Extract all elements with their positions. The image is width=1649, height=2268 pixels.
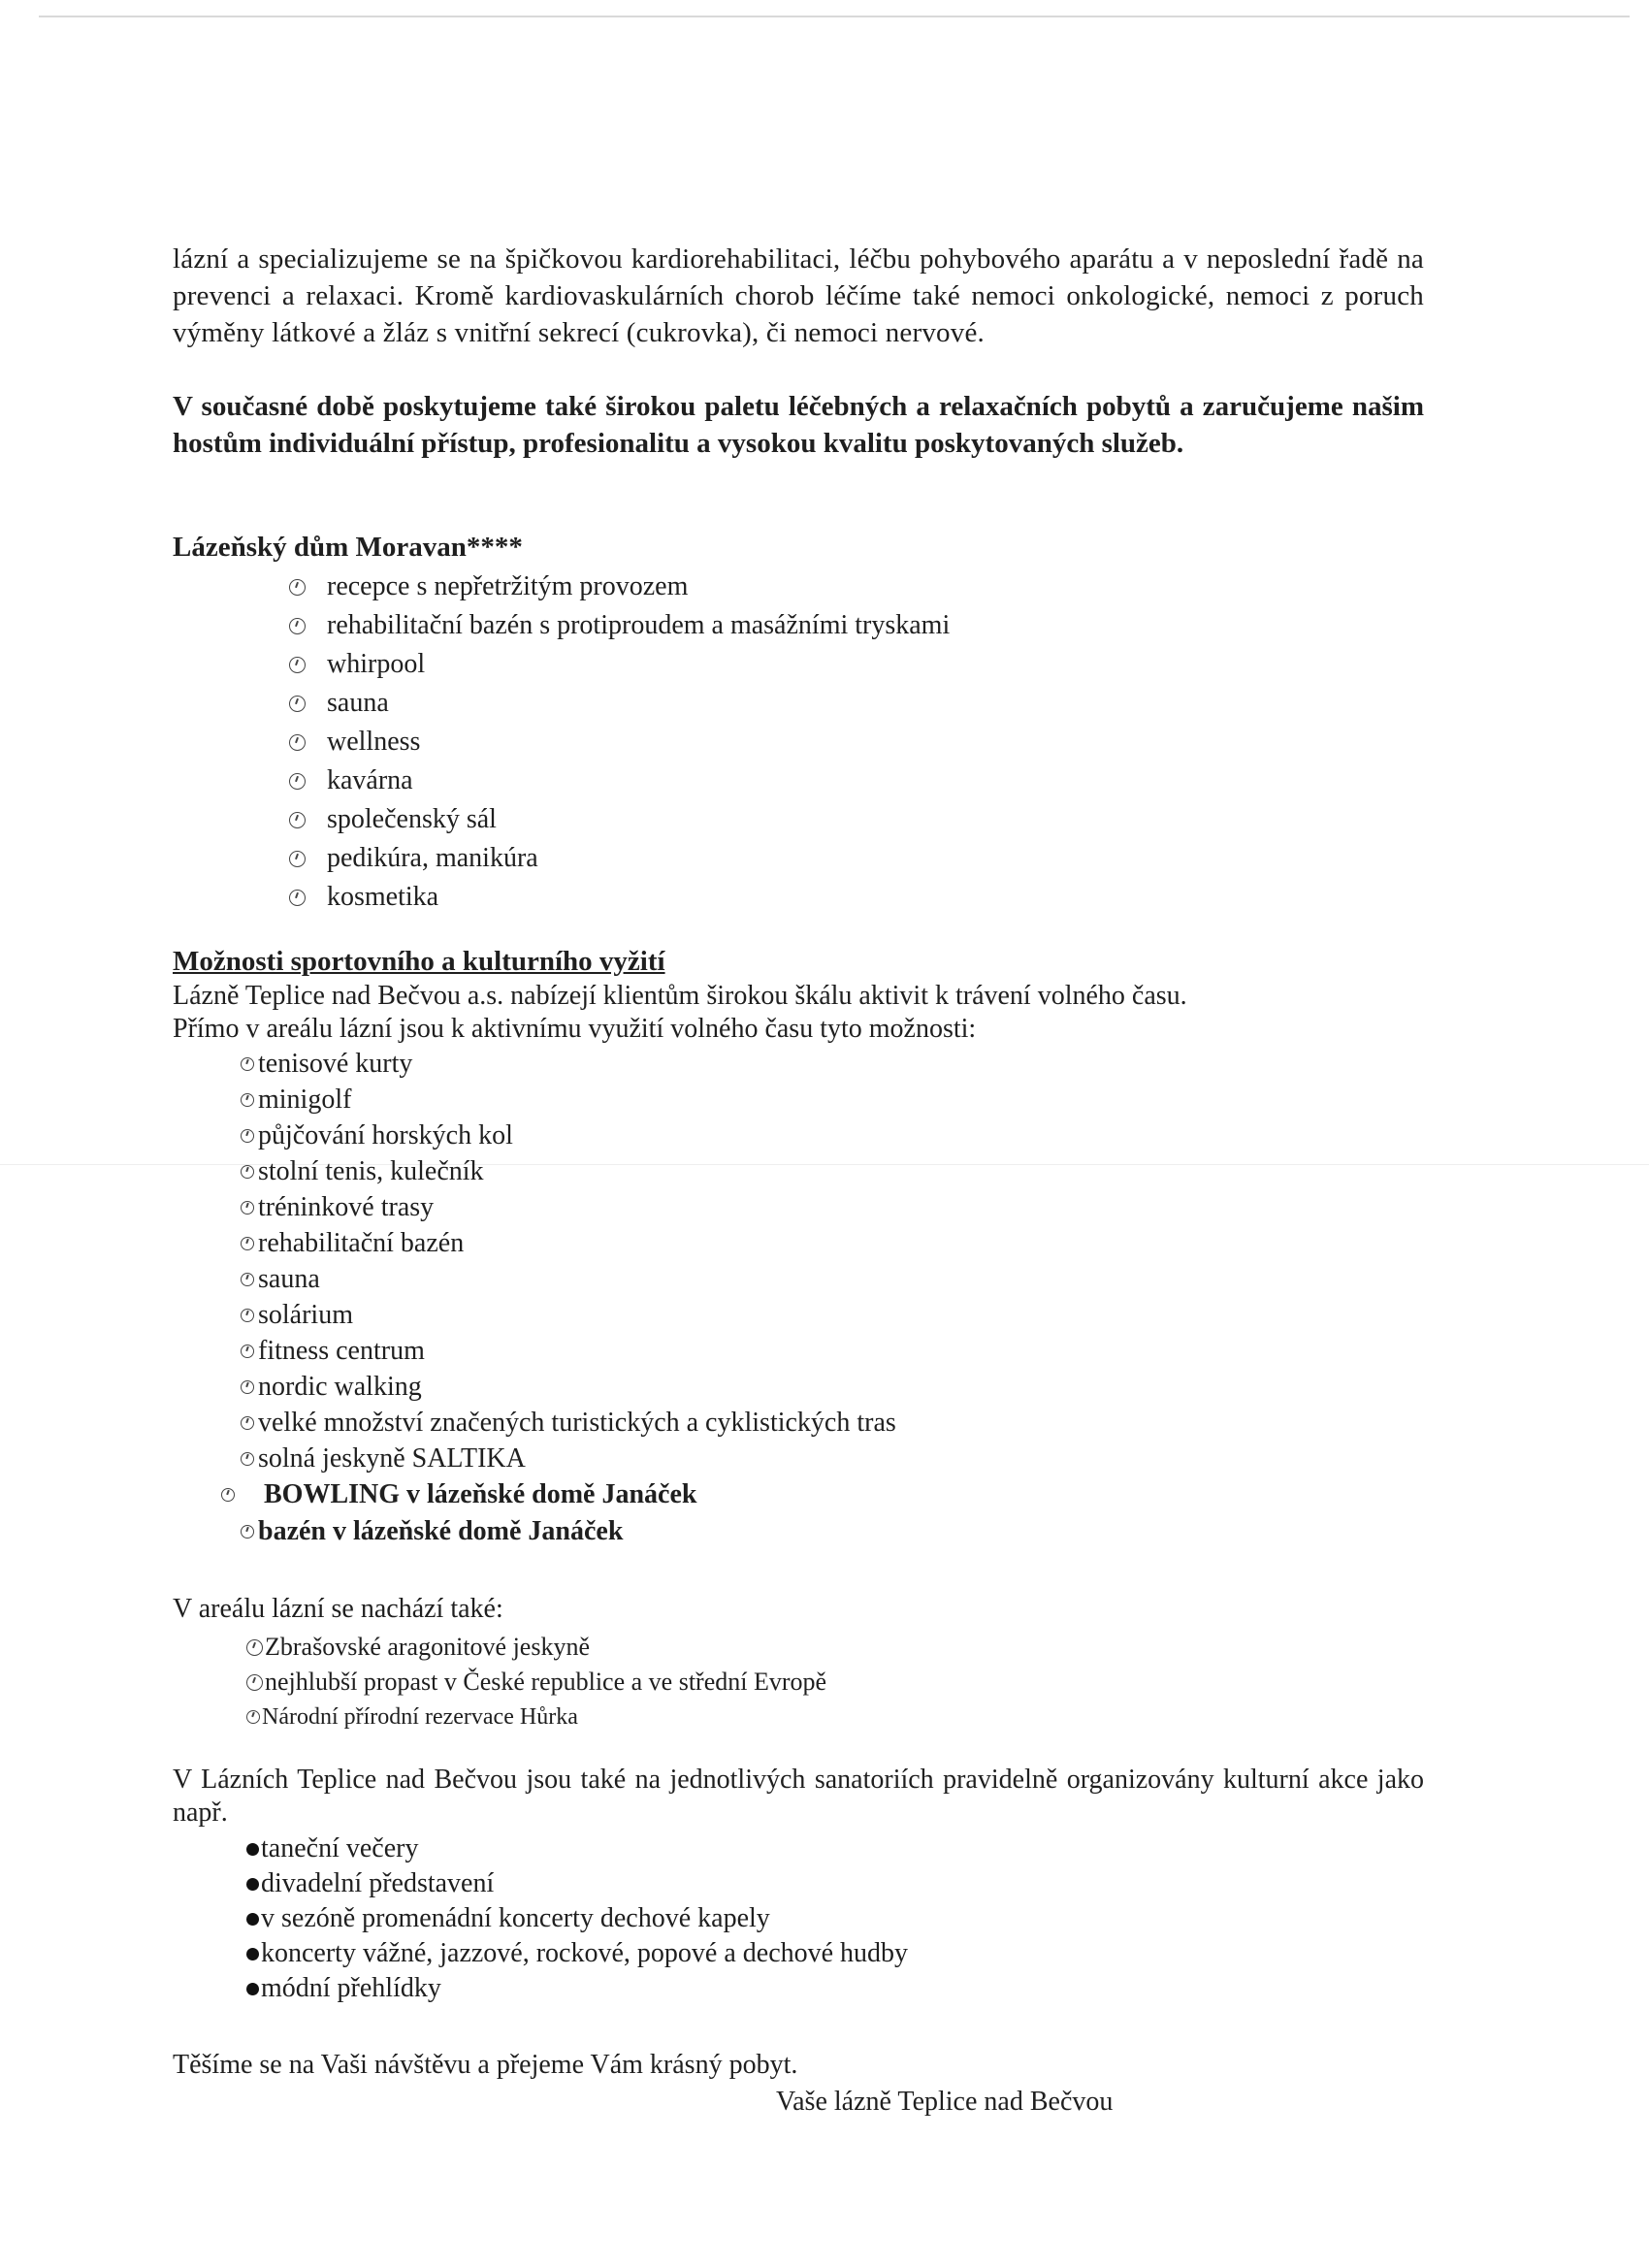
clock-icon: [241, 1452, 254, 1466]
culture-section: [173, 1764, 1424, 2006]
list-item: divadelní představení: [246, 1866, 1424, 1901]
bullet-icon: [246, 1983, 259, 1995]
sport-intro-line: Lázně Teplice nad Bečvou a.s. nabízejí klientům širokou škálu aktivit k trávení volného času.: [173, 981, 1187, 1011]
clock-icon: [241, 1525, 254, 1539]
list-item: whirpool: [289, 645, 950, 684]
list-item: půjčování horských kol: [241, 1118, 1187, 1153]
list-item: bazén v lázeňské domě Janáček: [241, 1513, 1187, 1550]
scan-edge-line: [39, 16, 1630, 17]
clock-icon: [241, 1345, 254, 1358]
list-item: nejhlubší propast v České republice a ve střední Evropě: [246, 1665, 826, 1700]
culture-list: [246, 1831, 1424, 2006]
list-item: sauna: [289, 684, 950, 723]
signature-line: Vaše lázně Teplice nad Bečvou: [776, 2087, 1114, 2117]
sport-intro-line: Přímo v areálu lázní jsou k aktivnímu využití volného času tyto možnosti:: [173, 1014, 977, 1044]
moravan-list: [289, 567, 950, 917]
areal-intro: V areálu lázní se nachází také:: [173, 1594, 503, 1624]
clock-icon: [241, 1057, 254, 1071]
list-item: Národní přírodní rezervace Hůrka: [246, 1700, 826, 1734]
bullet-icon: [246, 1878, 259, 1891]
clock-icon: [246, 1710, 260, 1724]
clock-icon: [241, 1309, 254, 1322]
intro-paragraph: lázní a specializujeme se na špičkovou kardiorehabilitaci, léčbu pohybového aparátu a v neposlední řadě na prevenci a relaxaci. Kromě kardiovaskulárních chorob léčíme také nemoci onkologické, nemoci z poruch výměny látkové a žláz s vnitřní sekrecí (cukrovka), či nemoci nervové.: [173, 243, 1424, 348]
sport-section: [173, 943, 1187, 1550]
clock-icon: [246, 1639, 263, 1656]
clock-icon: [241, 1237, 254, 1250]
clock-icon: [241, 1129, 254, 1143]
list-item: módní přehlídky: [246, 1971, 1424, 2006]
sport-bold-list: [173, 1476, 1187, 1550]
list-item: společenský sál: [289, 800, 950, 839]
list-item: koncerty vážné, jazzové, rockové, popové a dechové hudby: [246, 1936, 1424, 1971]
areal-list: [246, 1630, 826, 1734]
sport-heading: Možnosti sportovního a kulturního vyžití: [173, 946, 665, 977]
clock-icon: [289, 657, 306, 673]
list-item: pedikúra, manikúra: [289, 839, 950, 878]
list-item: v sezóně promenádní koncerty dechové kapely: [246, 1901, 1424, 1936]
clock-icon: [241, 1165, 254, 1179]
areal-section: [173, 1591, 826, 1734]
list-item: wellness: [289, 723, 950, 761]
list-item: rehabilitační bazén s protiproudem a masážními tryskami: [289, 606, 950, 645]
bullet-icon: [246, 1913, 259, 1926]
list-item: stolní tenis, kulečník: [241, 1153, 1187, 1189]
clock-icon: [289, 851, 306, 867]
clock-icon: [241, 1416, 254, 1430]
highlight-paragraph: V současné době poskytujeme také širokou paletu léčebných a relaxačních pobytů a zaručujeme našim hostům individuální přístup, profesionalitu a vysokou kvalitu poskytovaných služeb.: [173, 391, 1424, 459]
list-item: taneční večery: [246, 1831, 1424, 1866]
list-item: BOWLING v lázeňské domě Janáček: [221, 1476, 1187, 1513]
clock-icon: [289, 734, 306, 751]
list-item: tréninkové trasy: [241, 1189, 1187, 1225]
list-item: solárium: [241, 1297, 1187, 1333]
list-item: kosmetika: [289, 878, 950, 917]
closing-line: Těšíme se na Vaši návštěvu a přejeme Vám krásný pobyt.: [173, 2050, 798, 2080]
list-item: solná jeskyně SALTIKA: [241, 1441, 1187, 1476]
list-item: velké množství značených turistických a cyklistických tras: [241, 1405, 1187, 1441]
culture-intro: V Lázních Teplice nad Bečvou jsou také na jednotlivých sanatoriích pravidelně organizovány kulturní akce jako např.: [173, 1765, 1424, 1828]
clock-icon: [289, 579, 306, 596]
clock-icon: [289, 618, 306, 634]
bullet-icon: [246, 1948, 259, 1960]
bullet-icon: [246, 1843, 259, 1856]
clock-icon: [221, 1488, 235, 1502]
clock-icon: [241, 1093, 254, 1107]
list-item: nordic walking: [241, 1369, 1187, 1405]
clock-icon: [241, 1201, 254, 1215]
list-item: fitness centrum: [241, 1333, 1187, 1369]
clock-icon: [241, 1273, 254, 1286]
list-item: rehabilitační bazén: [241, 1225, 1187, 1261]
clock-icon: [289, 812, 306, 828]
clock-icon: [289, 773, 306, 790]
clock-icon: [289, 890, 306, 906]
clock-icon: [289, 696, 306, 712]
intro-section: [173, 241, 1424, 462]
clock-icon: [246, 1674, 263, 1691]
closing-section: [173, 2047, 797, 2084]
moravan-heading: Lázeňský dům Moravan****: [173, 532, 523, 563]
signature-section: [776, 2084, 1113, 2121]
clock-icon: [241, 1380, 254, 1394]
list-item: kavárna: [289, 761, 950, 800]
list-item: minigolf: [241, 1082, 1187, 1118]
sport-list: [241, 1046, 1187, 1476]
list-item: recepce s nepřetržitým provozem: [289, 567, 950, 606]
list-item: Zbrašovské aragonitové jeskyně: [246, 1630, 826, 1665]
list-item: sauna: [241, 1261, 1187, 1297]
moravan-section: [173, 529, 950, 917]
list-item: tenisové kurty: [241, 1046, 1187, 1082]
